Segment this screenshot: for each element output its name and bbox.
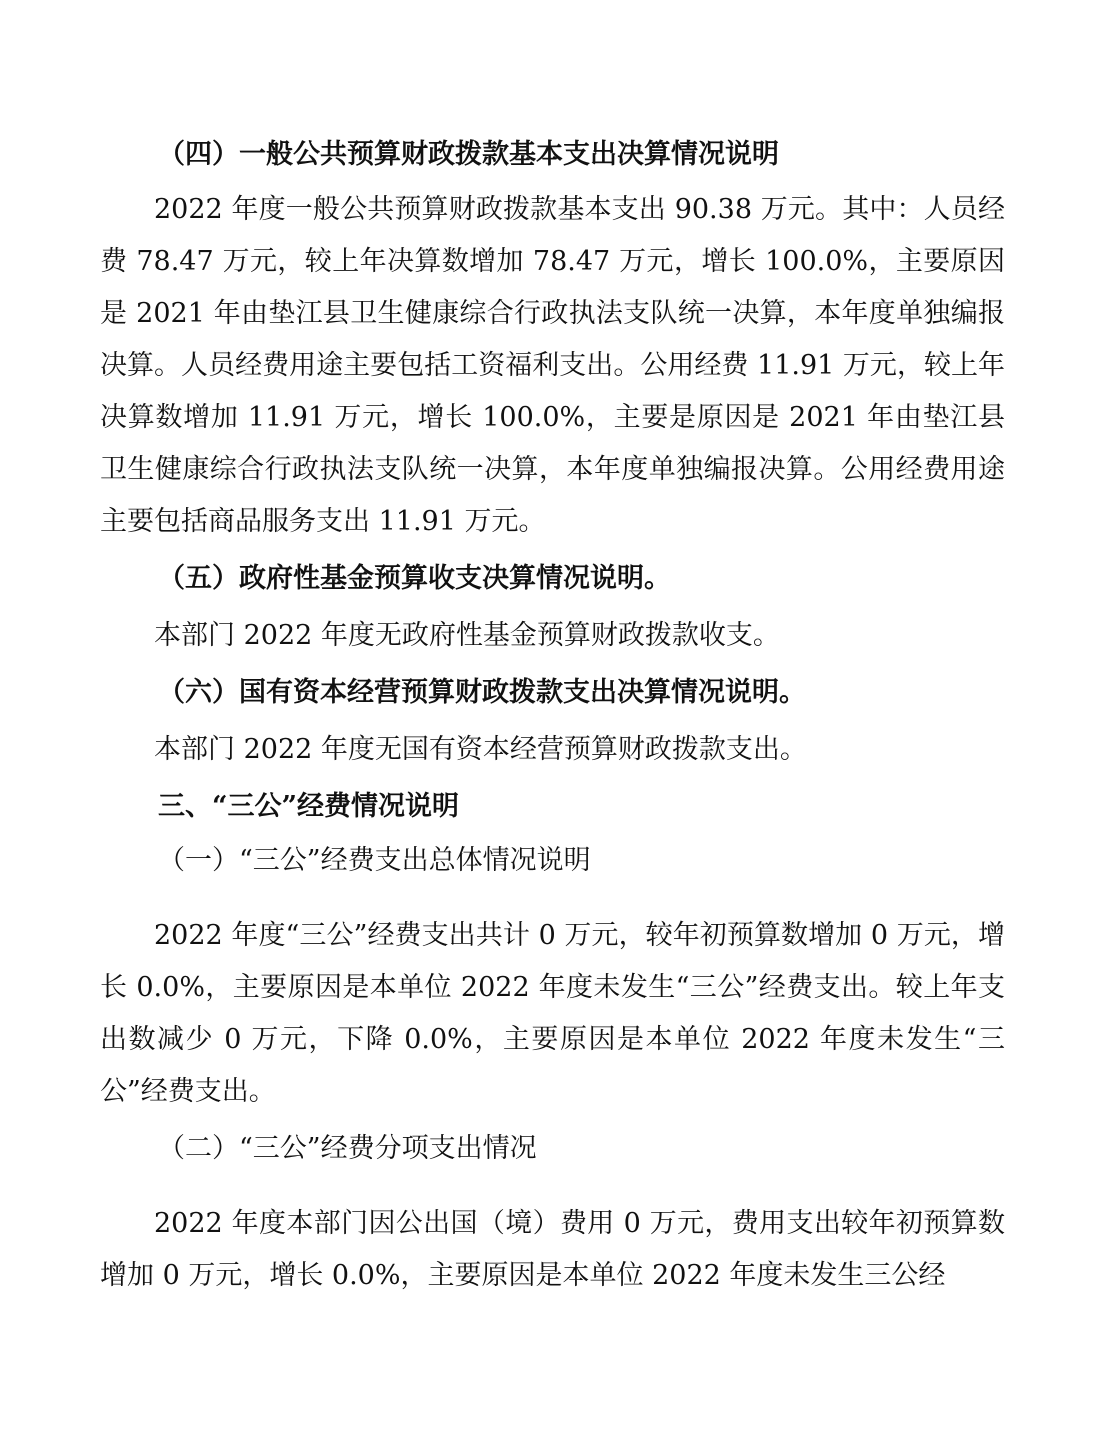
section-heading-four: （四）一般公共预算财政拨款基本支出决算情况说明 <box>158 139 779 170</box>
section-heading-itemized-expenditure: （二）“三公”经费分项支出情况 <box>158 1133 537 1164</box>
section-heading-five: （五）政府性基金预算收支决算情况说明。 <box>158 563 671 594</box>
paragraph-state-capital: 本部门 2022 年度无国有资本经营预算财政拨款支出。 <box>154 734 807 765</box>
section-heading-six: （六）国有资本经营预算财政拨款支出决算情况说明。 <box>158 677 806 708</box>
section-heading-three-public: 三、“三公”经费情况说明 <box>158 791 460 822</box>
section-heading-overall-expenditure: （一）“三公”经费支出总体情况说明 <box>158 845 591 876</box>
paragraph-itemized-expenditure: 2022 年度本部门因公出国（境）费用 0 万元，费用支出较年初预算数增加 0 万元，增长 0.0%，主要原因是本单位 2022 年度未发生三公经 <box>100 1208 1005 1291</box>
paragraph-basic-expenditure: 2022 年度一般公共预算财政拨款基本支出 90.38 万元。其中：人员经费 78.47 万元，较上年决算数增加 78.47 万元，增长 100.0%，主要原因是 2021 年由垫江县卫生健康综合行政执法支队统一决算，本年度单独编报决算。人员经费用途主要包括工资福利支出。公用经费 11.91 万元，较上年决算数增加 11.91 万元，增长 100.0%，主要是原因是 2021 年由垫江县卫生健康综合行政执法支队统一决算，本年度单独编报决算。公用经费用途主要包括商品服务支出 11.91 万元。 <box>100 194 1005 537</box>
paragraph-overall-expenditure: 2022 年度“三公”经费支出共计 0 万元，较年初预算数增加 0 万元，增长 0.0%，主要原因是本单位 2022 年度未发生“三公”经费支出。较上年支出数减少 0 万元，下降 0.0%，主要原因是本单位 2022 年度未发生“三公”经费支出。 <box>100 920 1005 1107</box>
document-body <box>100 130 1005 1302</box>
paragraph-government-fund: 本部门 2022 年度无政府性基金预算财政拨款收支。 <box>154 620 780 651</box>
